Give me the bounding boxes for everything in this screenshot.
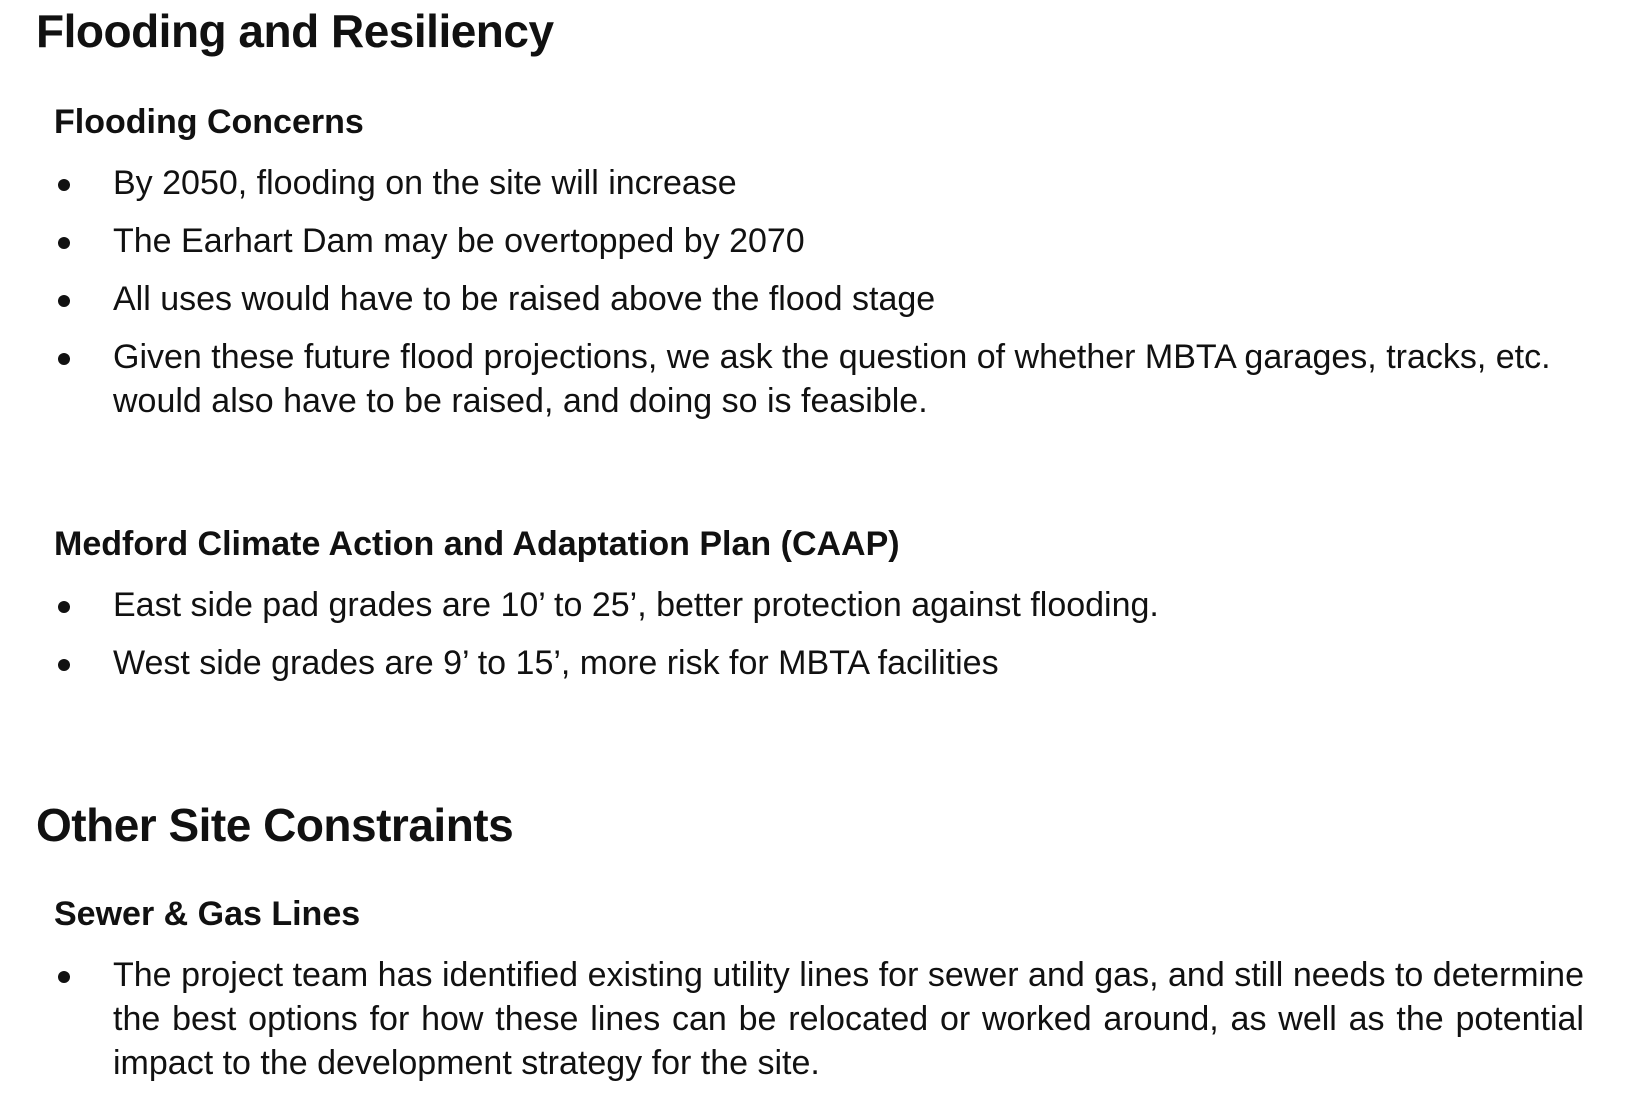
subsection-heading-flooding-concerns: Flooding Concerns: [54, 103, 364, 141]
list-item-text: The Earhart Dam may be overtopped by 2070: [113, 222, 805, 260]
bullet-list-flooding-concerns: [54, 161, 1584, 437]
bullet-list-sewer-gas-lines: [54, 953, 1584, 1099]
list-item: [54, 953, 1584, 1085]
section-heading-other-site-constraints: Other Site Constraints: [36, 799, 514, 851]
list-item: [54, 161, 1584, 205]
list-item: [54, 641, 1584, 685]
bullet-icon: [58, 295, 70, 307]
bullet-icon: [58, 237, 70, 249]
subsection-heading-sewer-gas-lines: Sewer & Gas Lines: [54, 895, 361, 933]
list-item-text: East side pad grades are 10’ to 25’, better protection against flooding.: [113, 586, 1159, 624]
list-item: [54, 335, 1584, 423]
bullet-list-caap: [54, 583, 1584, 699]
list-item-text: All uses would have to be raised above the flood stage: [113, 280, 936, 318]
bullet-icon: [58, 353, 70, 365]
section-heading-flooding-and-resiliency: Flooding and Resiliency: [36, 5, 554, 57]
bullet-icon: [58, 179, 70, 191]
list-item: [54, 277, 1584, 321]
list-item-text: The project team has identified existing utility lines for sewer and gas, and still needs to determine the best options for how these lines can be relocated or worked around, as well as the potential impact to the development strategy for the site.: [113, 956, 1584, 1082]
bullet-icon: [58, 659, 70, 671]
list-item-text: West side grades are 9’ to 15’, more risk for MBTA facilities: [113, 644, 999, 682]
bullet-icon: [58, 601, 70, 613]
list-item: [54, 583, 1584, 627]
list-item: [54, 219, 1584, 263]
list-item-text: By 2050, flooding on the site will increase: [113, 164, 737, 202]
list-item-text: Given these future flood projections, we ask the question of whether MBTA garages, tracks, etc. would also have to be raised, and doing so is feasible.: [113, 338, 1551, 420]
bullet-icon: [58, 971, 70, 983]
subsection-heading-caap: Medford Climate Action and Adaptation Plan (CAAP): [54, 525, 900, 563]
